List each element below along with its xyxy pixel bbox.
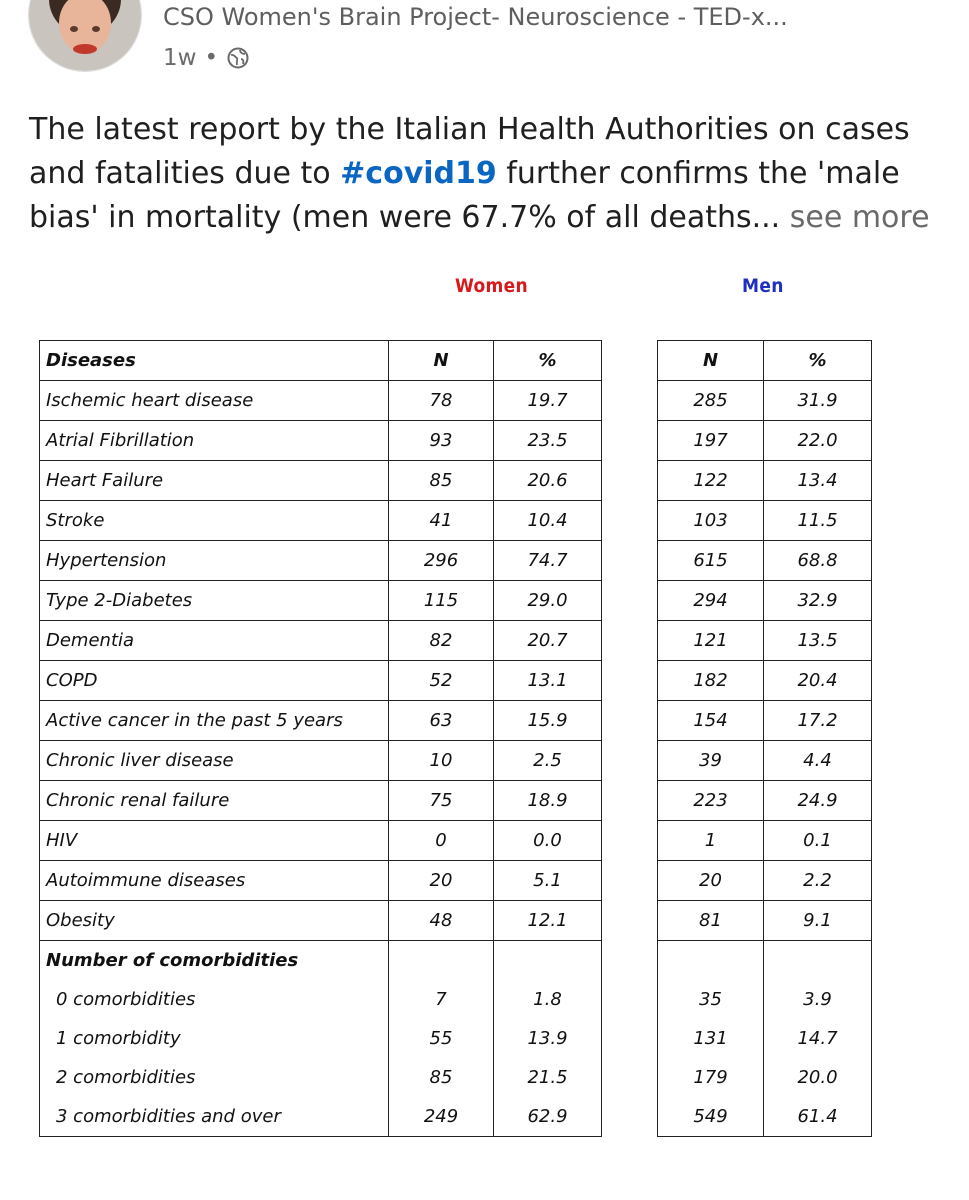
post-ellipsis: ...	[751, 200, 781, 235]
men-n-cell: 103	[658, 501, 764, 541]
men-pct-cell: 20.0	[764, 1058, 872, 1097]
men-pct-cell: 11.5	[764, 501, 872, 541]
women-n-cell: 82	[389, 621, 494, 661]
empty-cell	[494, 941, 602, 981]
men-pct-cell: 14.7	[764, 1019, 872, 1058]
disease-name: Active cancer in the past 5 years	[40, 701, 389, 741]
women-n-header: N	[389, 341, 494, 381]
disease-name: Heart Failure	[40, 461, 389, 501]
men-n-cell: 121	[658, 621, 764, 661]
women-pct-cell: 23.5	[494, 421, 602, 461]
post-time: 1w	[163, 45, 197, 71]
hashtag-link[interactable]: #covid19	[340, 156, 497, 191]
author-avatar[interactable]	[28, 0, 142, 72]
table-row	[658, 821, 872, 861]
table-row	[658, 381, 872, 421]
table-row	[40, 861, 602, 901]
disease-name: HIV	[40, 821, 389, 861]
women-pct-cell: 62.9	[494, 1097, 602, 1137]
women-pct-cell: 21.5	[494, 1058, 602, 1097]
meta-separator: •	[204, 45, 219, 71]
empty-cell	[764, 941, 872, 981]
men-n-cell: 294	[658, 581, 764, 621]
men-n-cell: 81	[658, 901, 764, 941]
women-n-cell: 296	[389, 541, 494, 581]
women-n-cell: 20	[389, 861, 494, 901]
post-text-after: further confirms the 'male bias' in mortality (men were 67.7% of all deaths	[29, 156, 900, 235]
comorbidity-label: 1 comorbidity	[40, 1019, 389, 1058]
men-label: Men	[742, 275, 784, 297]
women-label: Women	[455, 275, 529, 297]
table-row	[658, 621, 872, 661]
post-body	[29, 108, 959, 240]
women-pct-cell: 20.6	[494, 461, 602, 501]
women-pct-cell: 18.9	[494, 781, 602, 821]
women-pct-cell: 1.8	[494, 980, 602, 1019]
table-row	[658, 421, 872, 461]
disease-name: Stroke	[40, 501, 389, 541]
men-n-header: N	[658, 341, 764, 381]
post-meta	[163, 45, 250, 71]
comorbidity-row	[658, 1019, 872, 1058]
women-n-cell: 7	[389, 980, 494, 1019]
men-n-cell: 122	[658, 461, 764, 501]
disease-name: Hypertension	[40, 541, 389, 581]
disease-name: Ischemic heart disease	[40, 381, 389, 421]
table-row	[658, 781, 872, 821]
see-more-link[interactable]: see more	[780, 200, 930, 235]
comorbidity-header: Number of comorbidities	[40, 941, 389, 981]
men-pct-cell: 13.4	[764, 461, 872, 501]
table-row	[658, 581, 872, 621]
women-n-cell: 93	[389, 421, 494, 461]
comorbidity-row	[658, 1058, 872, 1097]
women-n-cell: 85	[389, 1058, 494, 1097]
table-row	[658, 701, 872, 741]
men-pct-cell: 22.0	[764, 421, 872, 461]
disease-name: Chronic renal failure	[40, 781, 389, 821]
women-pct-cell: 29.0	[494, 581, 602, 621]
empty-cell	[658, 941, 764, 981]
post-text-before: The latest report by the Italian Health Authorities on cases and fatalities due to	[29, 112, 910, 191]
table-row	[40, 621, 602, 661]
table-row	[658, 541, 872, 581]
men-n-cell: 35	[658, 980, 764, 1019]
comorbidity-row	[658, 980, 872, 1019]
men-pct-cell: 24.9	[764, 781, 872, 821]
men-n-cell: 223	[658, 781, 764, 821]
men-n-cell: 615	[658, 541, 764, 581]
table-row	[40, 701, 602, 741]
men-n-cell: 182	[658, 661, 764, 701]
table-row	[658, 501, 872, 541]
table-row	[40, 901, 602, 941]
women-n-cell: 48	[389, 901, 494, 941]
women-n-cell: 75	[389, 781, 494, 821]
men-pct-cell: 61.4	[764, 1097, 872, 1137]
table-row	[40, 741, 602, 781]
disease-name: Dementia	[40, 621, 389, 661]
women-n-cell: 78	[389, 381, 494, 421]
avatar-photo	[29, 0, 141, 71]
table-row	[658, 901, 872, 941]
women-pct-cell: 0.0	[494, 821, 602, 861]
table-row	[40, 661, 602, 701]
men-n-cell: 179	[658, 1058, 764, 1097]
men-n-cell: 39	[658, 741, 764, 781]
comorbidity-label: 0 comorbidities	[40, 980, 389, 1019]
men-pct-cell: 2.2	[764, 861, 872, 901]
comorbidity-row	[658, 1097, 872, 1137]
men-pct-cell: 9.1	[764, 901, 872, 941]
women-pct-cell: 15.9	[494, 701, 602, 741]
author-headline[interactable]: CSO Women's Brain Project- Neuroscience - TED-x...	[163, 3, 788, 31]
women-n-cell: 10	[389, 741, 494, 781]
table-row	[658, 661, 872, 701]
men-pct-cell: 31.9	[764, 381, 872, 421]
men-pct-cell: 20.4	[764, 661, 872, 701]
table-header-row	[40, 341, 602, 381]
comorbidity-section-row	[658, 941, 872, 981]
men-pct-header: %	[764, 341, 872, 381]
table-row	[40, 541, 602, 581]
men-pct-cell: 0.1	[764, 821, 872, 861]
comorbidity-row	[40, 1097, 602, 1137]
men-table	[657, 340, 872, 1137]
women-n-cell: 85	[389, 461, 494, 501]
table-row	[40, 781, 602, 821]
table-row	[40, 381, 602, 421]
women-n-cell: 41	[389, 501, 494, 541]
disease-name: Atrial Fibrillation	[40, 421, 389, 461]
comorbidity-label: 2 comorbidities	[40, 1058, 389, 1097]
women-pct-cell: 74.7	[494, 541, 602, 581]
globe-icon	[226, 46, 250, 70]
empty-cell	[389, 941, 494, 981]
men-n-cell: 154	[658, 701, 764, 741]
men-n-cell: 1	[658, 821, 764, 861]
diseases-header: Diseases	[40, 341, 389, 381]
table-row	[40, 821, 602, 861]
table-row	[658, 461, 872, 501]
women-pct-cell: 2.5	[494, 741, 602, 781]
comorbidity-row	[40, 1019, 602, 1058]
table-header-row	[658, 341, 872, 381]
women-pct-cell: 10.4	[494, 501, 602, 541]
women-n-cell: 55	[389, 1019, 494, 1058]
disease-name: Autoimmune diseases	[40, 861, 389, 901]
men-pct-cell: 4.4	[764, 741, 872, 781]
table-row	[40, 461, 602, 501]
women-n-cell: 63	[389, 701, 494, 741]
table-row	[658, 741, 872, 781]
table-row	[40, 421, 602, 461]
men-n-cell: 20	[658, 861, 764, 901]
women-pct-cell: 13.1	[494, 661, 602, 701]
disease-name: Chronic liver disease	[40, 741, 389, 781]
comorbidity-section-row	[40, 941, 602, 981]
women-n-cell: 249	[389, 1097, 494, 1137]
comorbidity-row	[40, 980, 602, 1019]
disease-name: Obesity	[40, 901, 389, 941]
women-pct-cell: 20.7	[494, 621, 602, 661]
men-n-cell: 131	[658, 1019, 764, 1058]
men-pct-cell: 17.2	[764, 701, 872, 741]
table-row	[40, 581, 602, 621]
women-pct-header: %	[494, 341, 602, 381]
men-pct-cell: 68.8	[764, 541, 872, 581]
men-n-cell: 549	[658, 1097, 764, 1137]
women-n-cell: 0	[389, 821, 494, 861]
women-pct-cell: 12.1	[494, 901, 602, 941]
women-pct-cell: 13.9	[494, 1019, 602, 1058]
women-table	[39, 340, 602, 1137]
women-n-cell: 52	[389, 661, 494, 701]
disease-name: COPD	[40, 661, 389, 701]
women-n-cell: 115	[389, 581, 494, 621]
men-pct-cell: 13.5	[764, 621, 872, 661]
men-pct-cell: 32.9	[764, 581, 872, 621]
women-pct-cell: 5.1	[494, 861, 602, 901]
comorbidity-row	[40, 1058, 602, 1097]
table-row	[658, 861, 872, 901]
men-n-cell: 197	[658, 421, 764, 461]
table-row	[40, 501, 602, 541]
men-n-cell: 285	[658, 381, 764, 421]
disease-name: Type 2-Diabetes	[40, 581, 389, 621]
women-pct-cell: 19.7	[494, 381, 602, 421]
comorbidity-label: 3 comorbidities and over	[40, 1097, 389, 1137]
men-pct-cell: 3.9	[764, 980, 872, 1019]
